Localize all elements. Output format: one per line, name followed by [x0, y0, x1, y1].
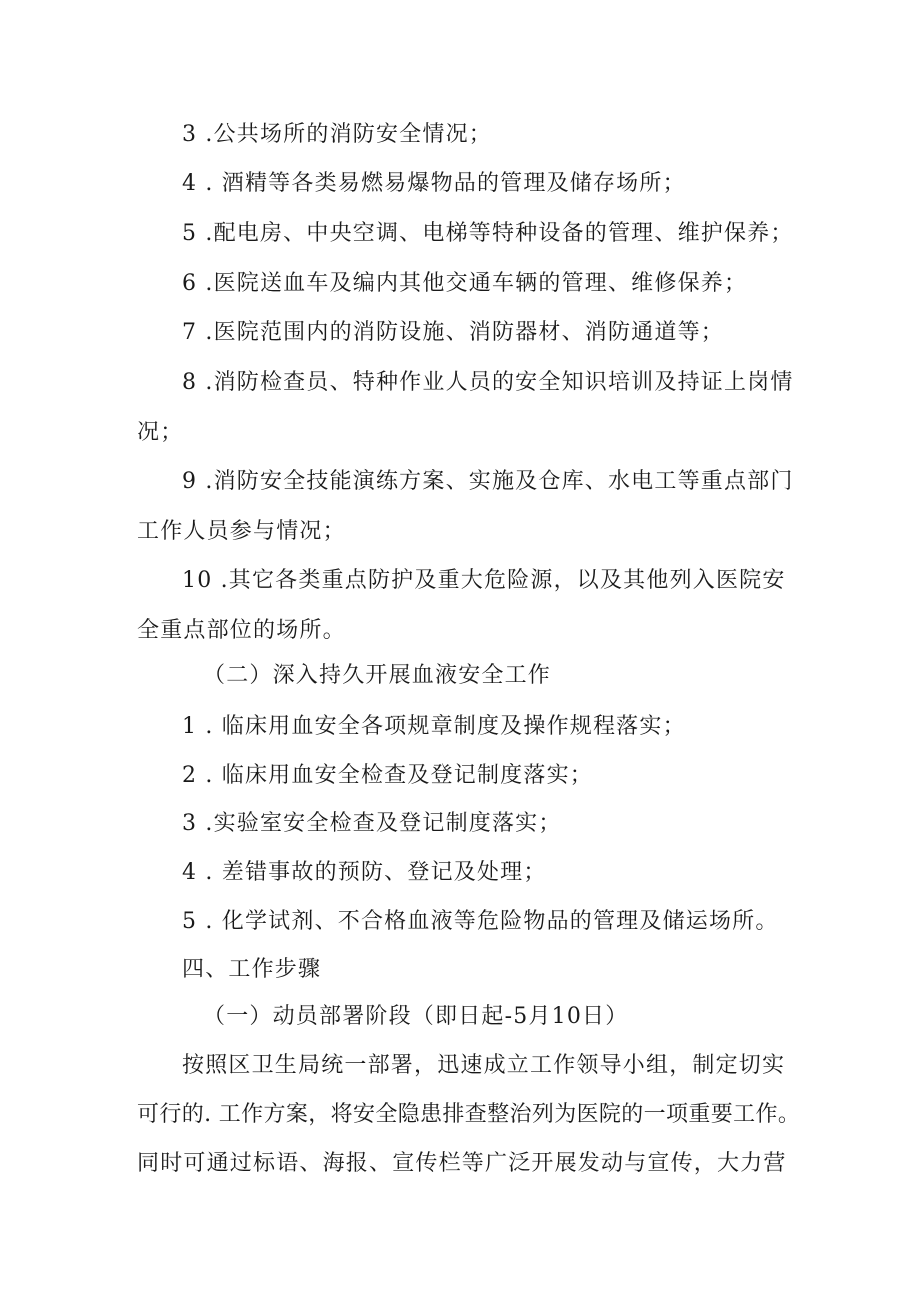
- item-8-training-line-1: 8 .消防检查员、特种作业人员的安全知识培训及持证上岗情: [182, 370, 794, 395]
- section-heading-work-steps: 四、工作步骤: [182, 957, 322, 982]
- item-9-drills-line-1: 9 .消防安全技能演练方案、实施及仓库、水电工等重点部门: [182, 469, 794, 494]
- item-6-vehicles: 6 .医院送血车及编内其他交通车辆的管理、维修保养；: [182, 271, 748, 296]
- item-7-fire-facilities: 7 .医院范围内的消防设施、消防器材、消防通道等；: [182, 320, 724, 345]
- paragraph-line-3: 同时可通过标语、海报、宣传栏等广泛开展发动与宣传，大力营: [137, 1151, 787, 1176]
- blood-item-5: 5 . 化学试剂、不合格血液等危险物品的管理及储运场所。: [182, 909, 779, 934]
- item-4-flammables: 4 . 酒精等各类易燃易爆物品的管理及储存场所；: [182, 171, 686, 196]
- blood-item-4: 4 . 差错事故的预防、登记及处理；: [182, 860, 547, 885]
- blood-item-1: 1 . 临床用血安全各项规章制度及操作规程落实；: [182, 714, 686, 739]
- blood-item-3: 3 .实验室安全检查及登记制度落实；: [182, 811, 562, 836]
- paragraph-line-1: 按照区卫生局统一部署，迅速成立工作领导小组，制定切实: [182, 1053, 786, 1078]
- subheading-mobilization-phase: （一）动员部署阶段（即日起-5月10日）: [203, 1004, 629, 1029]
- item-3-public-places: 3 .公共场所的消防安全情况；: [182, 122, 492, 147]
- item-9-drills-line-2: 工作人员参与情况；: [137, 519, 346, 544]
- section-heading-blood-safety: （二）深入持久开展血液安全工作: [203, 663, 552, 688]
- item-10-hazards-line-1: 10 .其它各类重点防护及重大危险源，以及其他列入医院安: [182, 568, 786, 593]
- paragraph-line-2: 可行的. 工作方案，将安全隐患排查整治列为医院的一项重要工作。: [137, 1102, 801, 1127]
- blood-item-2: 2 . 临床用血安全检查及登记制度落实；: [182, 763, 593, 788]
- item-10-hazards-line-2: 全重点部位的场所。: [137, 618, 346, 643]
- item-8-training-line-2: 况；: [137, 420, 184, 445]
- item-5-equipment: 5 .配电房、中央空调、电梯等特种设备的管理、维护保养；: [182, 221, 794, 246]
